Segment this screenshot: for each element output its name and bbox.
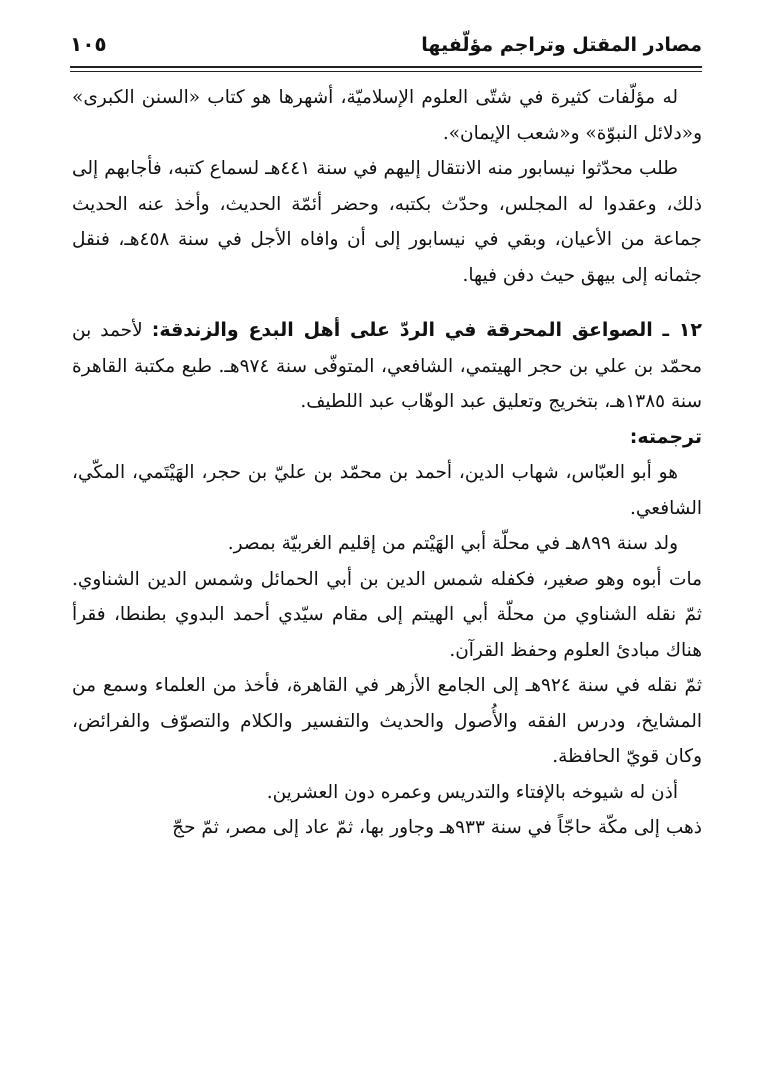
paragraph-works: له مؤلّفات كثيرة في شتّى العلوم الإسلاميّة، أشهرها هو كتاب «السنن الكبرى» و«دلائل النبوّة» و«شعب الإيمان». bbox=[72, 87, 702, 144]
entry-title: ١٢ ـ الصواعق المحرقة في الردّ على أهل البدع والزندقة: bbox=[151, 319, 702, 341]
paragraph-license: أذن له شيوخه بالإفتاء والتدريس وعمره دون العشرين. bbox=[266, 781, 678, 803]
biography-heading: ترجمته: bbox=[629, 425, 702, 448]
body-text bbox=[72, 80, 702, 846]
paragraph-mecca: ذهب إلى مكّة حاجّاً في سنة ٩٣٣هـ وجاور بها، ثمّ عاد إلى مصر، ثمّ حجّ bbox=[172, 817, 702, 838]
running-title: مصادر المقتل وتراجم مؤلّفيها bbox=[421, 34, 702, 56]
paragraph-childhood: مات أبوه وهو صغير، فكفله شمس الدين بن أبي الحمائل وشمس الدين الشناوي. ثمّ نقله الشناوي من محلّة أبي الهيتم إلى مقام سيّدي أحمد البدوي بطنطا، فقرأ هناك مبادئ العلوم وحفظ القرآن. bbox=[72, 568, 702, 661]
paragraph-azhar: ثمّ نقله في سنة ٩٢٤هـ إلى الجامع الأزهر في القاهرة، فأخذ من العلماء وسمع من المشايخ، ودرس الفقه والأُصول والحديث والتفسير والكلام والتصوّف والفرائض، وكان قويّ الحافظة. bbox=[72, 675, 702, 767]
entry-text: لأحمد بن محمّد بن علي بن حجر الهيتمي، الشافعي، المتوفّى سنة ٩٧٤هـ. طبع مكتبة القاهرة سنة ١٣٨٥هـ، بتخريج وتعليق عبد الوهّاب عبد اللطيف. bbox=[72, 320, 702, 412]
page-header bbox=[70, 30, 702, 64]
paragraph-nishapur: طلب محدّثوا نيسابور منه الانتقال إليهم في سنة ٤٤١هـ لسماع كتبه، فأجابهم إلى ذلك، وعقدوا له المجلس، وحدّث بكتبه، وحضر أئمّة الحديث، وأخذ عنه الحديث جماعة من الأعيان، وبقي في نيسابور إلى أن وافاه الأجل في سنة ٤٥٨هـ، فنقل جثمانه إلى بيهق حيث دفن فيها. bbox=[72, 158, 702, 286]
paragraph-name: هو أبو العبّاس، شهاب الدين، أحمد بن محمّد بن عليّ بن حجر، الهَيْتَمي، المكّي، الشافعي. bbox=[72, 462, 702, 519]
entry-12 bbox=[72, 313, 702, 420]
paragraph-birth: ولد سنة ٨٩٩هـ في محلّة أبي الهَيْتم من إقليم الغربيّة بمصر. bbox=[227, 533, 678, 554]
header-rule-thin bbox=[70, 71, 702, 72]
page-number: ١٠٥ bbox=[70, 32, 107, 56]
header-rule-thick bbox=[70, 66, 702, 68]
